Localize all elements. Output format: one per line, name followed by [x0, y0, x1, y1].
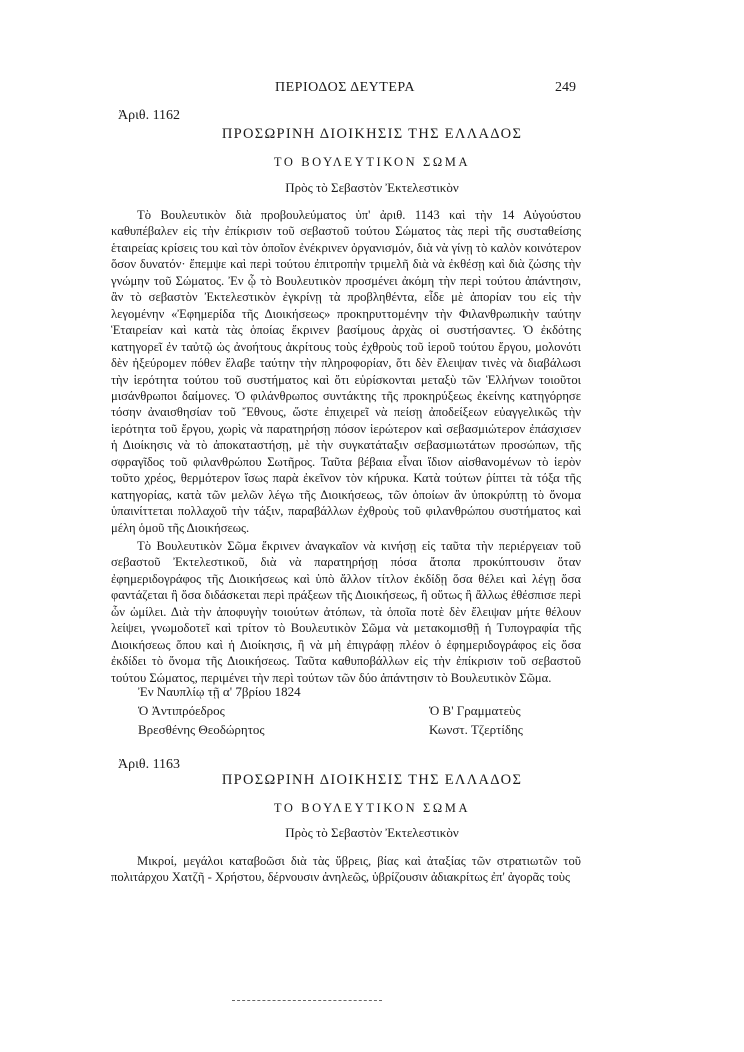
doc2-paragraph-1: Μικροί, μεγάλοι καταβοῶσι διὰ τὰς ὕβρεις, βίας καὶ ἀταξίας τῶν στρατιωτῶν τοῦ πολιτάρχου Χατζῆ - Χρήστου, δέρνουσιν ἀνηλεῶς, ὑβρίζουσιν ἀδιακρίτως ἐπ' ἀγορᾶς τοὺς — [111, 854, 581, 885]
document-number-1163: Ἀριθ. 1163 — [118, 757, 181, 772]
footer-rule — [232, 1000, 382, 1001]
doc1-subtitle: ΤΟ ΒΟΥΛΕΥΤΙΚΟΝ ΣΩΜΑ — [273, 155, 471, 169]
doc1-paragraph-2: Τὸ Βουλευτικὸν Σῶμα ἔκρινεν ἀναγκαῖον νὰ κινήσῃ εἰς ταῦτα τὴν περιέργειαν τοῦ σεβαστοῦ Ἐκτελεστικοῦ, διὰ νὰ παρατηρήσῃ πόσα ἄτοπα προκύπτουσιν ὅταν ἐφημεριδογράφος τῆς Διοικήσεως καὶ ὑπὸ ἄλλον τίτλον ἐκδίδῃ ὅσα θέλει καὶ λέγῃ ὅσα φαντάζεται ἢ ὅσα διδάσκεται περὶ πράξεων τῆς Διοικήσεως, ἢ οὕτως ἢ ἄλλως ἐθέσπισε περὶ ὧν ὡμίλει. Διὰ τὴν ἀποφυγὴν τοιούτων ἀτόπων, τὰ ὁποῖα ποτὲ δὲν ἔλειψαν μήτε θέλουν λείψει, γνωμοδοτεῖ καὶ τρίτον τὸ Βουλευτικὸν Σῶμα νὰ μετακομισθῇ ἡ Τυπογραφία τῆς Διοικήσεως ὅπου καὶ ἡ Διοίκησις, ἢ νὰ μὴ ἐπιγράφῃ πλέον ὁ ἐφημεριδογράφος εἰς ὅσα ἐκδίδει τὸ ὄνομα τῆς Διοικήσεως. Ταῦτα καθυποβάλλων εἰς τὴν ἐπίκρισιν τοῦ σεβαστοῦ τούτου Σώματος, περιμένει τὴν περὶ τούτων τῶν δύο ἀπάντησιν τὸ Βουλευτικὸν Σῶμα. — [111, 539, 581, 685]
doc2-title: ΠΡΟΣΩΡΙΝΗ ΔΙΟΙΚΗΣΙΣ ΤΗΣ ΕΛΛΑΔΟΣ — [221, 772, 523, 788]
page-number: 249 — [555, 80, 576, 95]
doc1-addressee: Πρὸς τὸ Σεβαστὸν Ἐκτελεστικὸν — [285, 180, 459, 195]
date-line: Ἐν Ναυπλίῳ τῇ α' 7βρίου 1824 — [138, 684, 301, 699]
document-number-1162: Ἀριθ. 1162 — [118, 108, 181, 123]
signature-right-name: Κωνστ. Τζερτίδης — [429, 722, 523, 737]
running-header: ΠΕΡΙΟΔΟΣ ΔΕΥΤΕΡΑ — [275, 80, 416, 95]
signature-right — [429, 701, 523, 739]
doc2-subtitle: ΤΟ ΒΟΥΛΕΥΤΙΚΟΝ ΣΩΜΑ — [273, 801, 471, 815]
signature-right-title: Ὁ Β' Γραμματεὺς — [429, 703, 521, 718]
signature-left-title: Ὁ Ἀντιπρόεδρος — [138, 703, 225, 718]
signature-left — [138, 701, 265, 739]
doc1-title: ΠΡΟΣΩΡΙΝΗ ΔΙΟΙΚΗΣΙΣ ΤΗΣ ΕΛΛΑΔΟΣ — [221, 126, 523, 142]
doc2-addressee: Πρὸς τὸ Σεβαστὸν Ἐκτελεστικὸν — [285, 825, 459, 840]
doc1-paragraph-1: Τὸ Βουλευτικὸν διὰ προβουλεύματος ὑπ' ἀριθ. 1143 καὶ τὴν 14 Αὐγούστου καθυπέβαλεν εἰς τὴν ἐπίκρισιν τοῦ σεβαστοῦ τούτου Σώματος τὰς περὶ τῆς συσταθείσης ἑταιρείας κρίσεις του καὶ τὸν ὁποῖον ἐνέκρινεν ὀργανισμόν, διὰ νὰ γίνῃ τὸ καλὸν κοινότερον ὅσον δυνατόν· ἔπεμψε καὶ περὶ τούτου ἐπιτροπὴν τριμελῆ διὰ νὰ ἐκθέσῃ καὶ διὰ ζώσης τὴν γνώμην τοῦ Σώματος. Ἐν ᾧ τὸ Βουλευτικὸν προσμένει ἀκόμη τὴν περὶ τούτου ἀπάντησιν, ἂν τὸ σεβαστὸν Ἐκτελεστικὸν ἐγκρίνῃ τὰ προβληθέντα, εἶδε μὲ ἀπορίαν του εἰς τὴν λεγομένην «Ἐφημερίδα τῆς Διοικήσεως» προκηρυττομένην τὴν Φιλανθρωπικὴν ταύτην Ἑταιρείαν καὶ κατὰ τὰς ὁποίας ἔκρινεν βασίμους ἀρχὰς οἱ συστήσαντες. Ὁ ἐκδότης κατηγορεῖ ἐν ταὐτῷ ὡς ἀνοήτους ἀκρίτους τοὺς ἐχθροὺς τοῦ ἱεροῦ τούτου ἔργου, μολονότι δὲν ἠξεύρομεν πόθεν ἔλαβε ταύτην τὴν πληροφορίαν, ὅτι δὲν ἔλειψαν τινὲς νὰ διαβάλωσι τὴν ἱερότητα τούτου τοῦ συστήματος καὶ ὅτι εὑρίσκονται μεταξὺ τῶν Ἑλλήνων τοιοῦτοι μισάνθρωποι δαίμονες. Ὁ φιλάνθρωπος συντάκτης τῆς προκηρύξεως ἐκείνης κατηγόρησε τόσην ἀναισθησίαν τοῦ Ἔθνους, ὥστε ἐπιχειρεῖ νὰ πείσῃ ἀποδείξεων εὐαγγελικῶς τὴν ἱερότητα τοῦ ἔργου, χωρὶς νὰ παρατηρήσῃ πόσον ἱερώτερον καὶ σεβασμιώτερον ἐπάσχισεν ἡ Διοίκησις νὰ τὸ ἀποκαταστήσῃ, μὲ τὴν συγκατάταξιν σεβασμιωτάτων προσώπων, τῆς σφραγῖδος τοῦ φιλανθρώπου Σωτῆρος. Ταῦτα βέβαια εἶναι ἴδιον αἰσθανομένων τὸ ἱερὸν τοῦτο χρέος, θερμότερον ἴσως παρὰ ἐκεῖνον τὸν κήρυκα. Κατὰ τούτων ῥίπτει τὰ τόξα τῆς κατηγορίας, κατὰ τῶν μελῶν λέγω τῆς Διοικήσεως, τῶν ὁποίων ἂν ὑποκρύπτῃ τὸ ὄνομα ὑπαινίττεται πολλαχοῦ τὴν τάξιν, παραβάλλων ἐχθροὺς τοῦ φιλανθρώπου συστήματος καὶ μέλη ὁμοῦ τῆς Διοικήσεως. — [111, 208, 581, 535]
signature-left-name: Βρεσθένης Θεοδώρητος — [138, 722, 265, 737]
